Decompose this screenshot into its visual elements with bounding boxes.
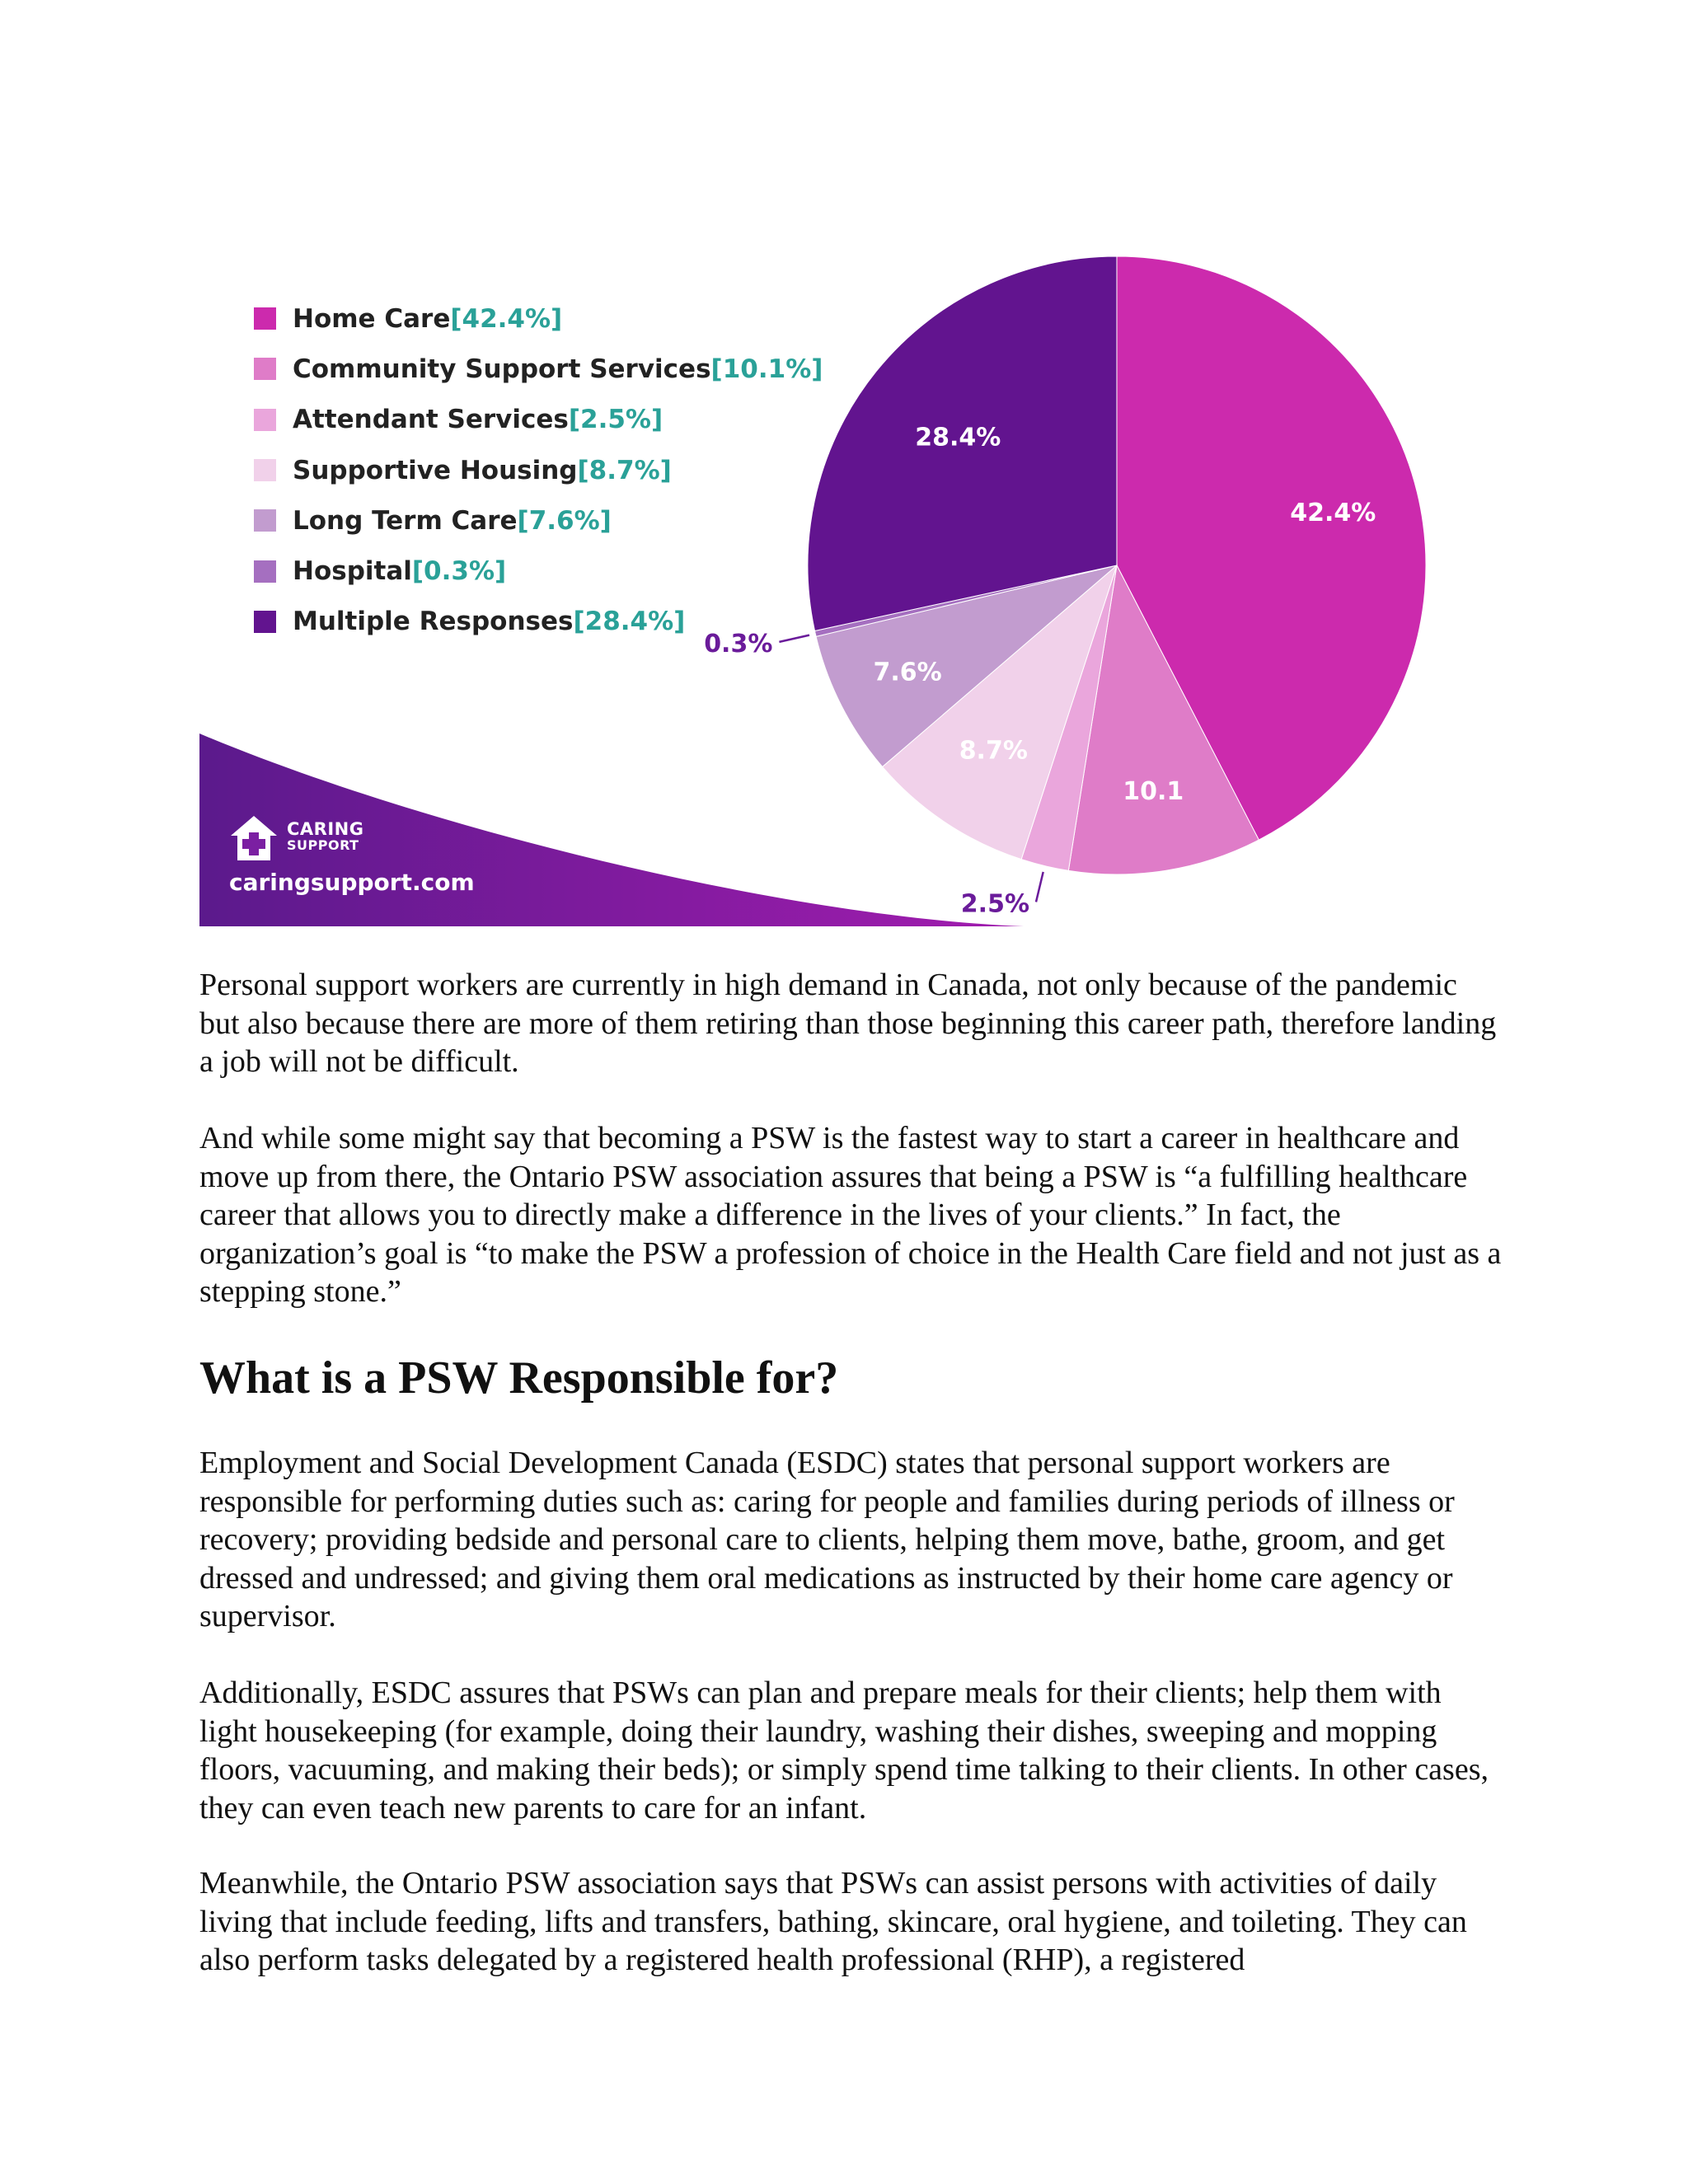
legend-label: Hospital — [293, 556, 412, 587]
chart-figure — [199, 247, 1490, 926]
pie-leader-attendant-services — [1036, 872, 1043, 902]
legend-item-long-term-care — [254, 495, 823, 546]
legend-item-community-support-services — [254, 344, 823, 394]
pie-label-attendant-services: 2.5% — [960, 889, 1029, 919]
section-heading: What is a PSW Responsible for? — [199, 1352, 839, 1404]
legend-swatch — [254, 358, 276, 380]
paragraph-1: Personal support workers are currently in high demand in Canada, not only because of the pandemic but also because there are more of them retiring than those beginning this career path, therefore landing a job will not be difficult. — [199, 968, 1497, 1079]
brand-block — [229, 814, 559, 913]
legend-percent: [7.6%] — [517, 505, 612, 536]
legend-item-home-care — [254, 293, 823, 344]
legend-percent: [0.3%] — [411, 556, 507, 587]
legend-item-attendant-services — [254, 395, 823, 445]
legend-percent: [28.4%] — [573, 607, 686, 637]
pie-label-supportive-housing: 8.7% — [959, 736, 1028, 766]
legend-label: Multiple Responses — [293, 607, 574, 637]
paragraph-4: Additionally, ESDC assures that PSWs can plan and prepare meals for their clients; help them with light housekeeping (for example, doing their laundry, washing their dishes, sweeping and mopping floors, vacuuming, and making their beds); or simply spend time talking to their clients. In other cases, they can even teach new parents to care for an infant. — [199, 1675, 1489, 1825]
legend-percent: [42.4%] — [450, 303, 563, 334]
legend-percent: [10.1%] — [710, 354, 823, 384]
chart-legend — [254, 293, 823, 647]
legend-label: Long Term Care — [293, 505, 518, 536]
legend-percent: [8.7%] — [577, 455, 672, 485]
pie-label-home-care: 42.4% — [1290, 499, 1376, 528]
paragraph-2: And while some might say that becoming a PSW is the fastest way to start a career in healthcare and move up from there, the Ontario PSW association assures that being a PSW is “a fulfilling healthcare career that allows you to directly make a difference in the lives of your clients.” In fact, the organization’s goal is “to make the PSW a profession of choice in the Health Care field and not just as a stepping stone.” — [199, 1121, 1502, 1309]
pie-label-multiple-responses: 28.4% — [915, 423, 1001, 452]
legend-label: Community Support Services — [293, 354, 711, 384]
brand-name-line2: SUPPORT — [287, 837, 359, 853]
legend-swatch — [254, 560, 276, 583]
legend-item-supportive-housing — [254, 445, 823, 495]
legend-percent: [2.5%] — [568, 405, 663, 435]
legend-item-hospital — [254, 546, 823, 596]
legend-item-multiple-responses — [254, 597, 823, 647]
brand-url: caringsupport.com — [229, 869, 475, 896]
legend-label: Supportive Housing — [293, 455, 578, 485]
legend-swatch — [254, 459, 276, 481]
pie-label-long-term-care: 7.6% — [873, 658, 942, 687]
paragraph-5: Meanwhile, the Ontario PSW association says that PSWs can assist persons with activities of daily living that include feeding, lifts and transfers, bathing, skincare, oral hygiene, and toileting. They can also perform tasks delegated by a registered health professional (RHP), a registered — [199, 1866, 1467, 1977]
pie-label-hospital: 0.3% — [704, 629, 773, 658]
legend-label: Home Care — [293, 303, 451, 334]
legend-swatch — [254, 409, 276, 431]
brand-name-line1: CARING — [287, 819, 364, 839]
legend-swatch — [254, 611, 276, 633]
pie-slices — [808, 256, 1426, 874]
legend-label: Attendant Services — [293, 405, 569, 435]
legend-swatch — [254, 509, 276, 532]
paragraph-3: Employment and Social Development Canada (ESDC) states that personal support workers are responsible for performing duties such as: caring for people and families during periods of illness or recovery; providing bedside and personal care to clients, helping them move, bathe, groom, and get dressed and undressed; and giving them oral medications as instructed by their home care agency or supervisor. — [199, 1446, 1455, 1633]
caring-support-logo-icon — [229, 814, 279, 862]
pie-label-community-support-services: 10.1 — [1123, 776, 1184, 806]
legend-swatch — [254, 307, 276, 330]
